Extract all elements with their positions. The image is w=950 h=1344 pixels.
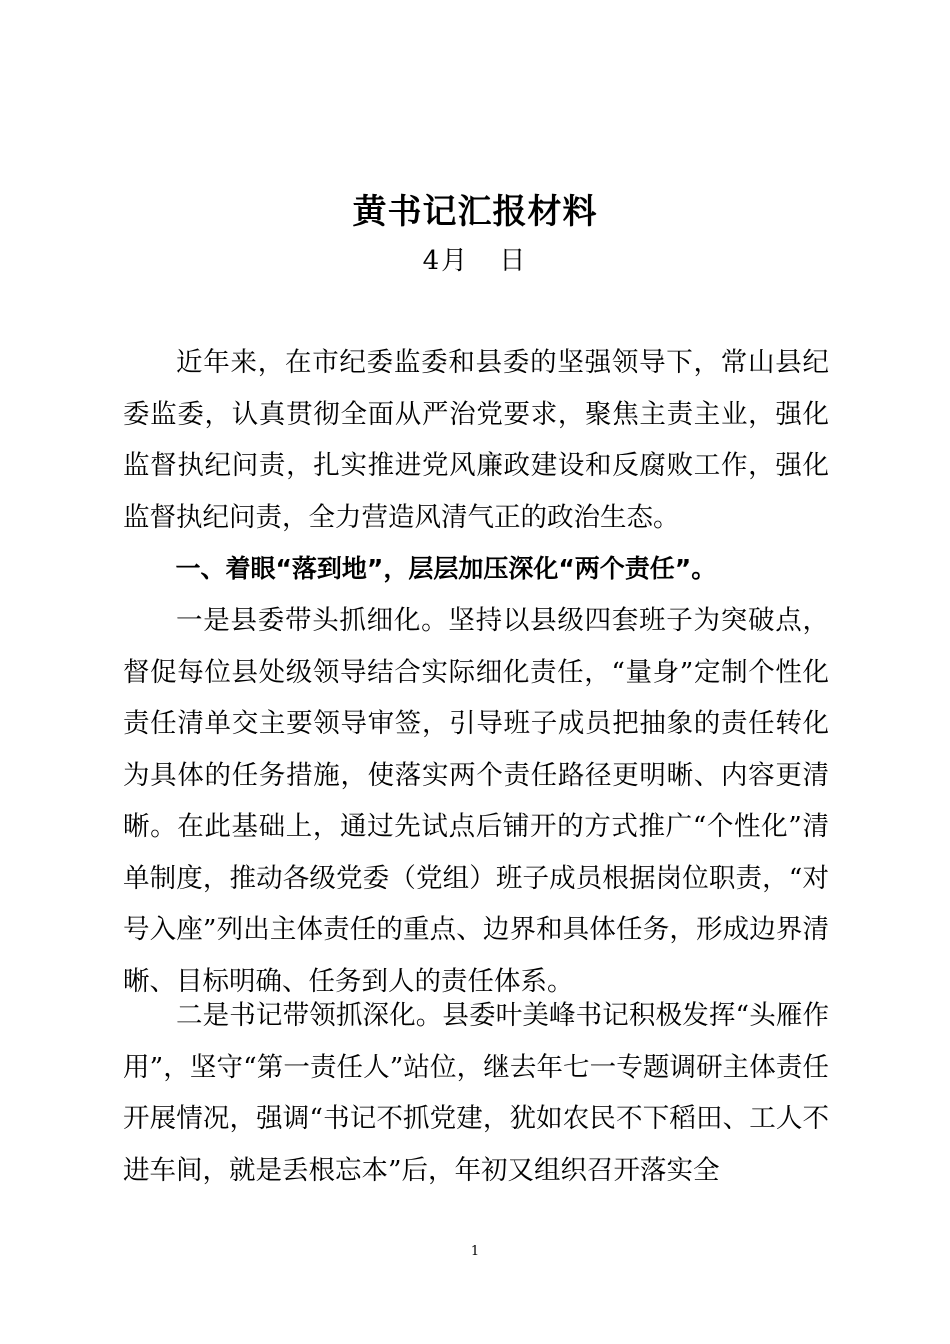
page-number: 1 xyxy=(470,1244,480,1259)
intro-paragraph: 近年来，在市纪委监委和县委的坚强领导下，常山县纪委监委，认真贯彻全面从严治党要求，聚焦主责主业，强化监督执纪问责，扎实推进党风廉政建设和反腐败工作，强化监督执纪问责，全力营造风清气正的政治生态。 xyxy=(123,347,829,533)
body-paragraph-1: 一是县委带头抓细化。坚持以县级四套班子为突破点，督促每位县处级领导结合实际细化责任，“量身”定制个性化责任清单交主要领导审签，引导班子成员把抽象的责任转化为具体的任务措施，使落实两个责任路径更明晰、内容更清晰。在此基础上，通过先试点后铺开的方式推广“个性化”清单制度，推动各级党委（党组）班子成员根据岗位职责，“对号入座”列出主体责任的重点、边界和具体任务，形成边界清晰、目标明确、任务到人的责任体系。 xyxy=(123,605,829,997)
section-heading-1: 一、着眼“落到地”，层层加压深化“两个责任”。 xyxy=(175,554,717,583)
document-title: 黄书记汇报材料 xyxy=(352,192,598,232)
document-date: 4月 日 xyxy=(422,246,528,276)
body-paragraph-2: 二是书记带领抓深化。县委叶美峰书记积极发挥“头雁作用”，坚守“第一责任人”站位，继去年七一专题调研主体责任开展情况，强调“书记不抓党建，犹如农民不下稻田、工人不进车间，就是丢根忘本”后，年初又组织召开落实全 xyxy=(123,1000,829,1186)
